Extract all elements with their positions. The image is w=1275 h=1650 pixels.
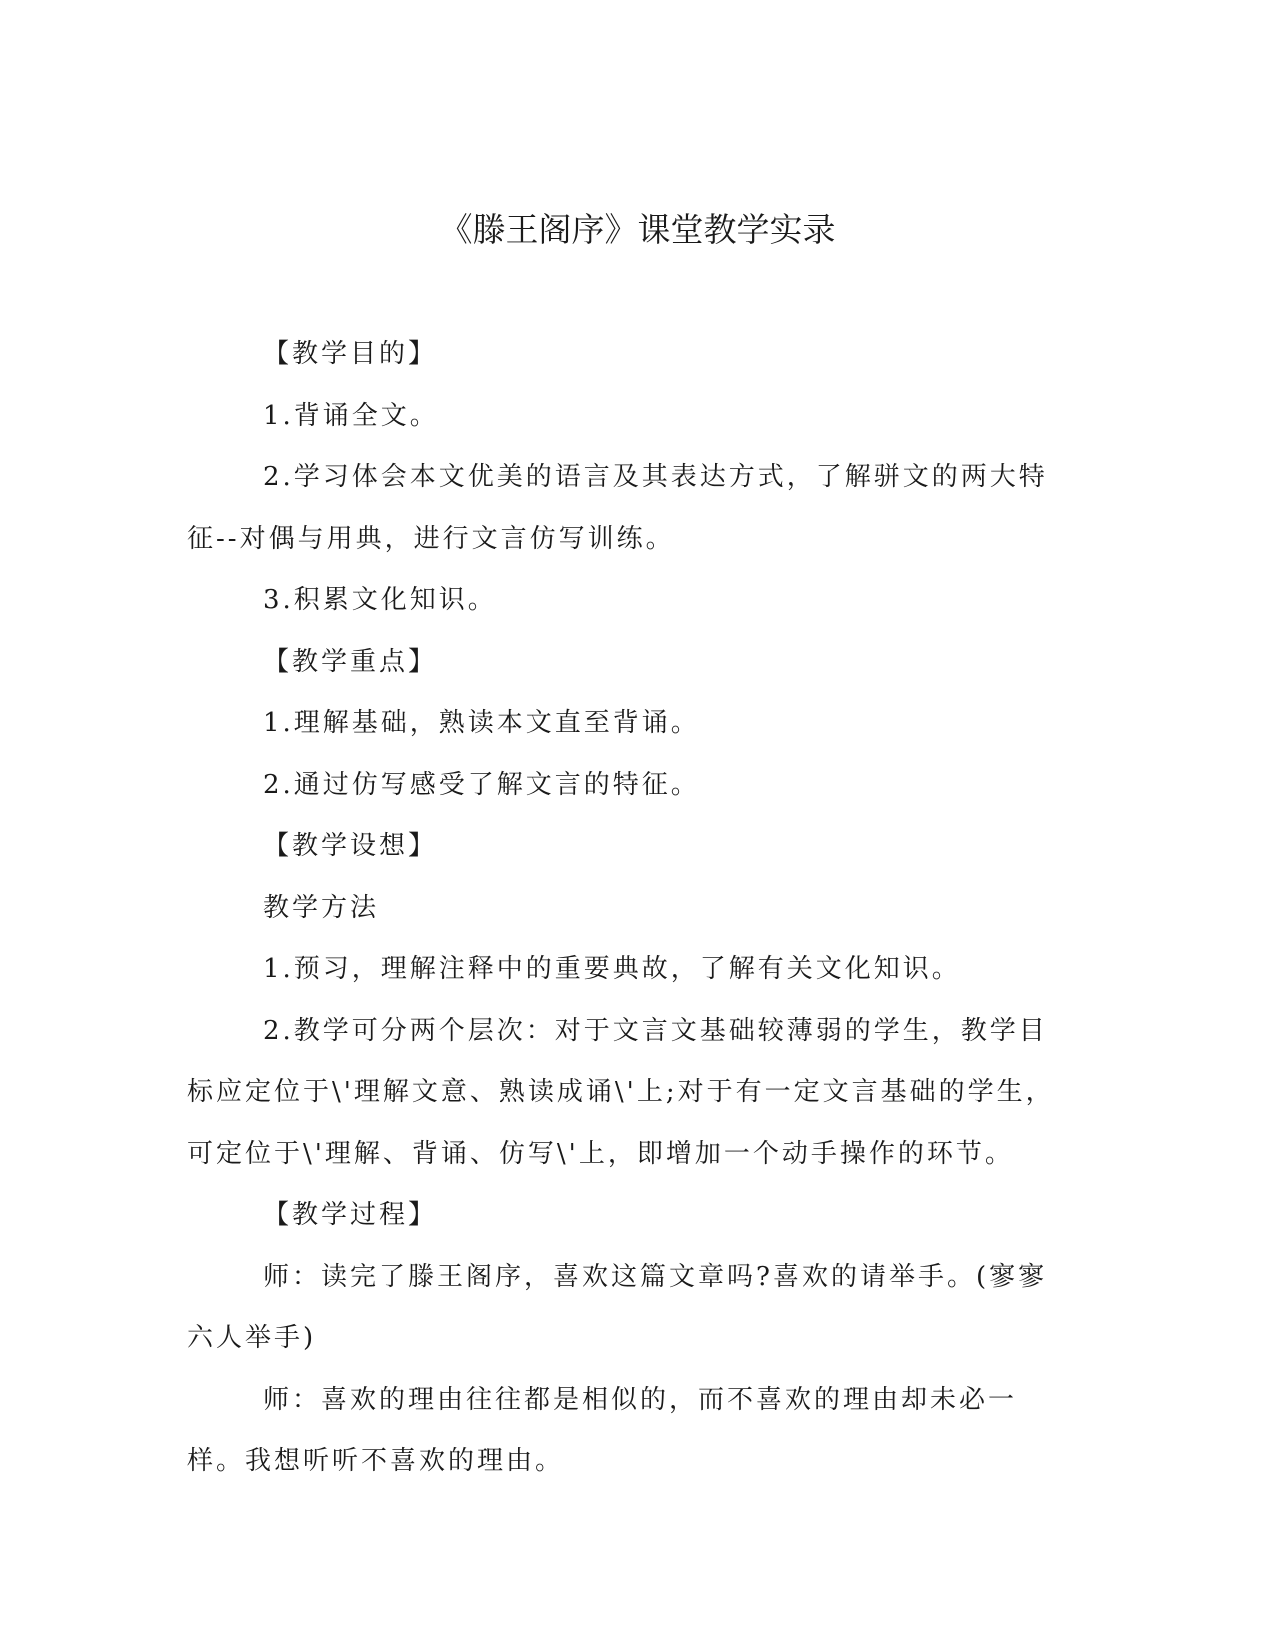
paragraph: 3.积累文化知识。 — [263, 585, 497, 615]
section-heading-objectives: 【教学目的】 — [263, 339, 438, 369]
section-heading-process: 【教学过程】 — [263, 1200, 438, 1230]
section-heading-design: 【教学设想】 — [263, 831, 438, 861]
section-heading-key-points: 【教学重点】 — [263, 646, 438, 677]
paragraph: 2.教学可分两个层次：对于文言文基础较薄弱的学生，教学目标应定位于\'理解文意、熟读成诵\'上;对于有一定文言基础的学生，可定位于\'理解、背诵、仿写\'上，即增加一个动手操作的环节。 — [187, 1015, 1055, 1169]
paragraph: 1.背诵全文。 — [263, 400, 439, 431]
paragraph: 师：读完了滕王阁序，喜欢这篇文章吗?喜欢的请举手。(寥寥六人举手) — [187, 1261, 1048, 1353]
paragraph: 师：喜欢的理由往往都是相似的，而不喜欢的理由却未必一样。我想听听不喜欢的理由。 — [187, 1384, 1018, 1476]
paragraph: 教学方法 — [263, 892, 380, 923]
document-title: 《滕王阁序》课堂教学实录 — [439, 210, 836, 249]
paragraph: 1.理解基础，熟读本文直至背诵。 — [263, 708, 700, 738]
paragraph: 2.通过仿写感受了解文言的特征。 — [263, 769, 700, 800]
paragraph: 2.学习体会本文优美的语言及其表达方式，了解骈文的两大特征--对偶与用典，进行文言仿写训练。 — [187, 462, 1048, 554]
document-body — [187, 324, 1067, 1493]
paragraph: 1.预习，理解注释中的重要典故，了解有关文化知识。 — [263, 954, 961, 984]
